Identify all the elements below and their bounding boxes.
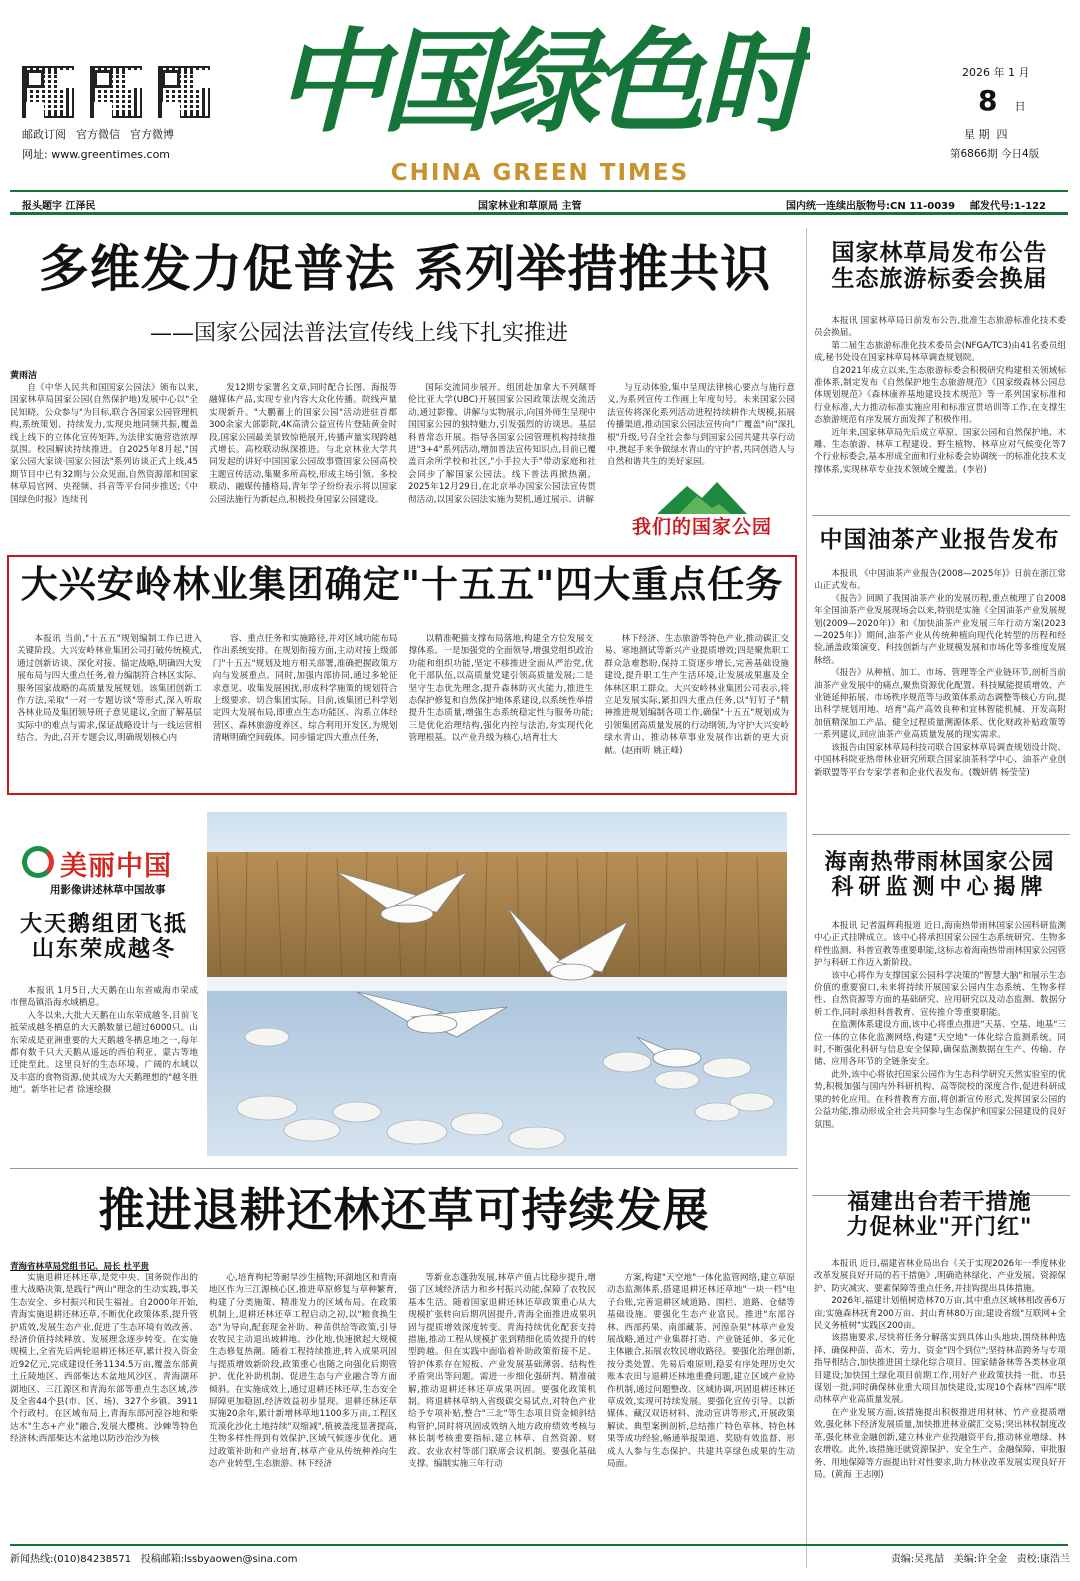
lead-text-1: 自《中华人民共和国国家公园法》颁布以来,国家林草局国家公园(自然保护地)发展中心以"全民知晓、公众参与"为目标,联合各国家公园管理机构,系统策划、持续发力,实现央地同频共振,覆盖线上线下的立体化宣传矩阵,为法律实施营造浓厚氛围。校园解读持续推进。自2025年8月起,"国家公园大家谈·国家公园法"系列访谈正式上线,45期节目中已有32期与公众见面,自然资源部和国家林草局官网、央视频、抖音等平台同步推送;《中国绿色时报》连续刊 bbox=[10, 383, 198, 505]
issue-number: 第6866期 今日4版 bbox=[950, 148, 1040, 160]
hainan-headline-line-2: 科研监测中心揭牌 bbox=[831, 874, 1048, 901]
hainan-headline[interactable] bbox=[812, 850, 1067, 901]
daxinganling-headline[interactable]: 大兴安岭林业集团确定"十五五"四大重点任务 bbox=[20, 563, 784, 606]
national-park-logo-text: 我们的国家公园 bbox=[631, 516, 772, 538]
fujian-body bbox=[814, 1258, 1066, 1530]
lead-text-3: 国际交流同步展开。组团赴加拿大不列颠哥伦比亚大学(UBC)开展国家公园政策法规交流活动,通过影像、讲解与实物展示,向国外师生呈现中国国家公园的独特魅力,引发强烈的访谈思。基层科普常态开展。指导各国家公园管理机构持续推进"3+4"系列活动,增加普法宣传知识点,目前已覆盖百余所学校和社区,"小手拉大手"带动家庭和社会同步了解国家公园法。线下普法再掀热潮。2025年12月29日,在北京举办国家公园法宣传贯彻活动,以国家公园法实施为契机,通过展示、讲解 bbox=[408, 383, 596, 505]
footer-rule bbox=[10, 1544, 1068, 1546]
daxinganling-text-2: 容、重点任务和实施路径,并对区域功能布局作出系统安排。在规划衔接方面,主动对接上级部门"十五五"规划及地方相关部署,准确把握政策方向与发展重点。同时,加强内部协同,通过多轮征求意见、收集发展困扰,形成科学施策的规划符合上级要求、切合集团实际。目前,该集团已科学划定四大发展布局,即重点生态功能区、沟系立体经营区、森林旅游度养区、综合利用开发区,为规划清晰明确空间载体。同步锚定四大重点任务, bbox=[212, 634, 398, 744]
qr-label-subscribe: 邮政订阅 bbox=[22, 128, 66, 141]
website[interactable]: 网址: www.greentimes.com bbox=[22, 148, 171, 161]
hainan-para-4: 此外,该中心将依托国家公园作为生态科学研究天然实验室的优势,积极加强与国内外科研机构、高等院校的深度合作,促进科研成果的转化应用。在科普教育方面,将创新宣传形式,发挥国家公园的公益功能,推动形成全社会共同参与生态保护和国家公园建设的良好氛围。 bbox=[814, 1069, 1066, 1130]
date-day bbox=[978, 84, 1058, 120]
lead-headline[interactable]: 多维发力促普法 系列举措推共识 bbox=[38, 240, 772, 298]
fujian-para-1: 本报讯 近日,福建省林业局出台《关于实现2026年一季度林业改革发展良好开局的若干措施》,明确造林绿化、产业发展、资源保护、防灾减灾、要素保障等重点任务,并挂钩提出具体措施。 bbox=[814, 1259, 1066, 1294]
bottom-col-1 bbox=[10, 1272, 198, 1528]
tourism-para-2: 第二届生态旅游标准化技术委员会(NFGA/TC3)由41名委员组成,秘书处设在国家林草局林草调查规划院。 bbox=[814, 340, 1066, 364]
cn-code: 国内统一连续出版物号:CN 11-0039 bbox=[786, 201, 956, 212]
daxinganling-col-2 bbox=[213, 633, 398, 791]
bottom-col-2 bbox=[209, 1272, 397, 1528]
daxinganling-col-1 bbox=[17, 633, 202, 791]
mountain-logo-icon bbox=[657, 480, 747, 514]
daxinganling-col-3 bbox=[409, 633, 594, 791]
day-number: 8 bbox=[978, 84, 998, 117]
lead-text-4: 与互动体验,集中呈现法律核心要点与施行意义,为系列宣传工作画上年度句号。未来国家公园法宣传将深化系列活动进程持续耕作大规模,拓展传播渠道,推动国家公园法宣传向"广覆盖"向"深扎根"升级,号召全社会参与到国家公园共建共享行动中,携起手来争做绿水青山的守护者,共同创造人与自然和谐共生的美好家园。 bbox=[607, 383, 795, 468]
tourism-headline-line-2: 生态旅游标委会换届 bbox=[831, 265, 1048, 293]
bottom-text-3: 等新业态蓬勃发展,林草产值占比稳步提升,增强了区域经济活力和乡村振兴动能,保障了农牧民基本生活。随着国家退耕还林还草政策重心从大规模扩张转向后期巩固提升,青海全面推进成果巩固与提质增效深度转变。青海持续优化配套支持措施,推动工程从规模扩张到精细化质效提升的转型跨越。但在实践中面临着补助政策衔接不足、管护体系存在短板、产业发展基础薄弱、结构性矛盾突出等问题。需进一步细化强研判、精准破解,推动退耕还林还草成果巩固。要强化政策机制。将退耕林草纳入省级碳交易试点,对特色产业给予专项补贴,整合"三北"等生态项目资金倾斜结构管护,同时将巩固成效纳入地方政府绩效考核与林长制考核重要指标,建立林草、自然资源、财政、农业农村等部门联席会议机制。要强化基础支撑。编制实施三年行动 bbox=[408, 1273, 596, 1470]
sponsor: 国家林业和草原局 主管 bbox=[478, 201, 582, 212]
bottom-col-3 bbox=[408, 1272, 596, 1528]
masthead bbox=[0, 0, 1080, 215]
bottom-col-4 bbox=[607, 1272, 795, 1528]
bottom-text-2: 心,培育枸杞等耐旱沙生植物;环湖地区和青南地区作为三江源核心区,推进草原修复与草种繁育,构建了分类施策、精准发力的区域布局。在政策机制上,退耕还林还草工程启动之初,以"粮食换生态"为导向,配套现金补助、种苗供给等政策,引导农牧民主动退出坡耕地、沙化地,快速掀起大规模生态修复热潮。随着工程持续推进,转入成果巩固与提质增效新阶段,政策重心也随之向强化后期管护、优化补助机制、促进生态与产业融合等方面倾斜。在实施成效上,通过退耕还林还草,生态安全屏障更加稳固,经济效益初步显现。退耕还林还草实施20余年,累计新增林草地1100多万亩,工程区荒漠化沙化土地持续"双缩减",植被盖度显著提高,生物多样性得到有效保护,区域气候逐步优化。通过政策补助和产业培育,林草产业从传统种养向生态产业转型,生态旅游、林下经济 bbox=[209, 1273, 397, 1470]
bottom-text-4: 方案,构建"天空地"一体化监管网络,建立草原动态监测体系,搭建退耕还林还草地"一块一档"电子台账,完善退耕区域道路、围栏、道路、仓储等基础设施。要强化生态产业富民。推进"东部谷林、西部药果、南部藏茶、河湟杂果"林草产业发展战略,通过产业集群打造、产业链延伸、多元化主体融合,拓展农牧民增收路径。要强化治理创新,按分类处置、先易后难原则,稳妥有序处理历史欠账本农田与退耕还林地重叠问题,建立区域产业协作机制,通过问题整改、区域协调,巩固退耕还林还草成效,实现可持续发展。要强化宣传引导。以新媒体、藏汉双语材料、流动宣讲等形式,开展政策解读、典型案例剖析,总结推广特色草林、特色林果等成功经验,畅通举报渠道、奖励有效监督、形成人人参与生态保护、共建共享绿色成果的生动局面。 bbox=[607, 1273, 795, 1470]
qr-code-weibo[interactable] bbox=[158, 66, 210, 118]
newspaper-title: 中国绿色时 bbox=[275, 17, 805, 148]
daxinganling-text-1: 本报讯 当前,"十五五"规划编制工作已进入关键阶段。大兴安岭林业集团公司打破传统模式,通过创新访谈、深化对接、锚定战略,明确四大发展布局与四大重点任务,着力编制符合林区实际、服务国家战略的高质量发展规划。该集团创新工作方法,采取"一对一专题访谈"等形式,深入听取各林业局及集团领导班子意见建议,全面了解基层实际中的难点与需求,保证战略设计与一线运营相结合。为此,召开专题会议,明确规划核心内 bbox=[17, 634, 202, 744]
lead-text-2: 发12期专家署名文章,同时配合长图、海报等融媒体产品,实现专业内容大众化传播。院线声量实现新升。"大鹏蓄上的国家公园"活动进驻首都300余家大部影院,4K高清公益宣传片登陆黄金时段,国家公园最美景致惊艳展开,传播声量实现跨越式增长。高校联动纵深推进。与北京林业大学共同发起的讲好中国国家公园故事暨国家公园高校主题宣传活动,集聚多所高校,形成主场引领、多校联动、融媒传播格局,青年学子纷纷表示将以国家公园法施行为新起点,积极投身国家公园建设。 bbox=[209, 383, 397, 505]
qr-label-weibo: 官方微博 bbox=[130, 128, 174, 141]
swan-headline-line-2: 山东荣成越冬 bbox=[31, 936, 176, 963]
beautiful-china-tagline: 用影像讲述林草中国故事 bbox=[50, 884, 166, 896]
oil-tea-para-2: 《报告》回顾了我国油茶产业的发展历程,重点梳理了自2008年全国油茶产业发展现场会以来,特别是实施《全国油茶产业发展规划(2009—2020年)》和《加快油茶产业发展三年行动方案(2023—2025年)》期间,油茶产业从传统种植向现代化转型的历程和经验,涵盖政策演变、科技创新与产业规模发展和市场化等多维度发展脉络。 bbox=[814, 593, 1066, 666]
fujian-headline-line-1: 福建出台若干措施 bbox=[847, 1190, 1032, 1215]
weekday: 星 期 四 bbox=[964, 128, 1008, 141]
bottom-byline: 青海省林草局党组书记、局长 杜平贵 bbox=[10, 1262, 149, 1272]
beautiful-china-emblem-icon bbox=[22, 846, 54, 878]
tourism-headline-line-1: 国家林草局发布公告 bbox=[831, 240, 1048, 266]
tourism-para-3: 自2021年成立以来,生态旅游标委会积极研究构建相关领域标准体系,制定发布《自然保护地生态旅游规范》《国家级森林公园总体规划规范》《森林康养基地建设技术规范》等一系列国家标准和行业标准,大力推动标准实施应用和标准宣贯培训等工作,在支撑生态旅游规范有序发展方面发挥了积极作用。 bbox=[814, 365, 1066, 426]
hainan-para-2: 该中心将作为支撑国家公园科学决策的"智慧大脑"和展示生态价值的重要窗口,未来将持续开展国家公园内生态系统、生物多样性、自然资源等方面的基础研究、应用研究以及动态监测、数据分析工作,同时承担科普教育、宣传推介等重要职能。 bbox=[814, 970, 1066, 1018]
daxinganling-body bbox=[17, 633, 789, 791]
qr-code-wechat[interactable] bbox=[90, 66, 142, 118]
swan-headline-line-1: 大天鹅组团飞抵 bbox=[19, 912, 188, 937]
fujian-para-2: 2026年,福建计划植树造林70万亩,其中重点区域林相改善6万亩;实施森林抚育200万亩、封山育林80万亩;建设省级"互联网+全民义务植树"实践区200亩。 bbox=[814, 1296, 1066, 1332]
qr-label-wechat: 官方微信 bbox=[76, 128, 120, 141]
footer-contact[interactable]: 新闻热线:(010)84238571 投稿邮箱:lssbyaowen@sina.com bbox=[10, 1554, 298, 1565]
hainan-headline-line-1: 海南热带雨林国家公园 bbox=[824, 850, 1055, 875]
lead-col-1 bbox=[10, 382, 198, 544]
tourism-para-1: 本报讯 国家林草局日前发布公告,批准生态旅游标准化技术委员会换届。 bbox=[814, 316, 1066, 339]
newspaper-title-en: CHINA GREEN TIMES bbox=[390, 160, 690, 186]
masthead-bottom-rule bbox=[10, 212, 1068, 215]
swan-photo-illustration bbox=[207, 812, 787, 1156]
hainan-para-3: 在监测体系建设方面,该中心将重点推进"天基、空基、地基"三位一体的立体化监测网络,构建"天空地"一体化综合监测系统。同时,不断强化科研与信息安全保障,确保监测数据在生产、传输、存储、应用各环节的全链条安全。 bbox=[814, 1020, 1066, 1068]
daxinganling-box bbox=[7, 555, 797, 795]
divider-tourism-oil bbox=[812, 515, 1070, 516]
swan-headline[interactable] bbox=[8, 912, 200, 963]
daxinganling-col-4 bbox=[604, 633, 789, 791]
oil-tea-para-3: 《报告》从种植、加工、市场、管理等全产业链环节,剖析当前油茶产业发展中的痛点,聚焦资源优化配置、科技赋能提质增效、产业链延伸拓展、市场秩序规范等与政策体系动态调整等核心方向,提出科学规划用地、培育"高产高效良种和宜林智能机械、开发高附加值精深加工产品、健全过程质量溯源体系、优化财政补贴政策等一系列建议,回应油茶产业高质量发展的现实需求。 bbox=[814, 668, 1066, 741]
fujian-para-4: 在产业发展方面,该措施提出积极推进用材林、竹产业提质增效,强化林下经济发展质量,加快推进林业碳汇交易;突出林权制度改革,强化林业金融创新,建立林业产业投融资平台,推动林业增绿、林农增收。此外,该措施还就资源保护、安全生产、金融保障、审批服务、用地保障等方面提出针对性要求,助力林业改革发展实现良好开局。(黄海 王志刚) bbox=[814, 1407, 1066, 1480]
oil-tea-headline[interactable]: 中国油茶产业报告发布 bbox=[819, 527, 1060, 553]
divider-oil-hainan bbox=[812, 834, 1070, 835]
bottom-text-1: 实施退耕还林还草,是党中央、国务院作出的重大战略决策,是践行"两山"理念的生动实践,事关生态安全、乡村振兴和民生福祉。自2000年开始,青海实施退耕还林还草,不断优化政策体系,提升管护质效,发展生态产业,促进了生态环境有效改善、经济价值持续释放、发展理念逐步转变。在实施规模上,全省先后两轮退耕还林还草,累计投入资金近92亿元,完成建设任务1134.5万亩,覆盖东部黄土丘陵地区、西部柴达木盆地风沙区、青海湖环湖地区、三江源区和青海东部等重点生态区域,涉及全省44个县(市、区、场)、327个乡镇、3911个行政村。在区域布局上,青海东部河湟谷地和柴达木"生态+产业"融合,发展大樱桃、沙棘等特色经济林;西部柴达木盆地以防沙治沙为核 bbox=[10, 1273, 198, 1445]
date-line: 2026 年 1 月 bbox=[962, 66, 1030, 79]
footer-editors: 责编:吴兆喆 美编:许全金 责校:康浩兰 bbox=[890, 1554, 1070, 1565]
qr-labels bbox=[22, 126, 222, 142]
lead-col-3 bbox=[408, 382, 596, 544]
hainan-para-1: 本报讯 记者温辉莉报道 近日,海南热带雨林国家公园科研监测中心正式挂牌成立。该中心将承担国家公园生态系统研究、生物多样性监测、科普宣教等重要职能,这标志着海南热带雨林国家公园管护与科研工作迈入新阶段。 bbox=[814, 921, 1066, 969]
lead-subtitle: ——国家公园法普法宣传线上线下扎实推进 bbox=[150, 321, 569, 346]
beautiful-china-logo bbox=[10, 842, 195, 902]
inscription: 报头题字 江泽民 bbox=[22, 201, 96, 212]
swan-para-1: 本报讯 1月5日,大天鹅在山东省威海市荣成市俚岛镇沿海水域栖息。 bbox=[10, 986, 198, 1009]
daxinganling-text-4: 林下经济、生态旅游等特色产业,推动碳汇交易、寒地测试等新兴产业提质增效;四是聚焦职工群众急难愁盼,保持工资逐步增长,完善基础设施建设,提升职工生产生活环境,让发展成果惠及全体林区职工群众。大兴安岭林业集团公司表示,将立足发展实际,紧扣四大重点任务,以"钉钉子"精神推进规划编制各项工作,确保"十五五"规划成为引领集团高质量发展的行动纲领,为守护大兴安岭绿水青山、推动林草事业发展作出新的更大贡献。(赵雨昕 姚正峰) bbox=[604, 634, 789, 756]
hainan-body bbox=[814, 920, 1066, 1185]
tourism-body bbox=[814, 315, 1066, 500]
divider-photo-bottom bbox=[10, 1168, 798, 1169]
swan-body bbox=[10, 985, 198, 1135]
fujian-headline[interactable] bbox=[812, 1190, 1067, 1241]
lead-col-2 bbox=[209, 382, 397, 544]
right-column-rule bbox=[806, 228, 807, 1568]
lead-body bbox=[10, 382, 795, 544]
bottom-body bbox=[10, 1272, 795, 1528]
post-code: 邮发代号:1-122 bbox=[970, 201, 1046, 212]
fujian-headline-line-2: 力促林业"开门红" bbox=[846, 1214, 1033, 1241]
masthead-top-rule bbox=[10, 190, 1068, 192]
tourism-headline[interactable] bbox=[812, 240, 1067, 293]
beautiful-china-logo-text: 美丽中国 bbox=[60, 851, 172, 882]
bottom-headline[interactable]: 推进退耕还林还草可持续发展 bbox=[98, 1184, 710, 1237]
day-unit: 日 bbox=[1014, 100, 1026, 113]
tourism-para-4: 近年来,国家林草局先后成立草原、国家公园和自然保护地、木雕、生态旅游、林草工程建设、野生植物、林草应对气候变化等7个行业标委会,基本形成全面和行业标委会协调统一的标准化技术支撑体系,实现林草专业技术领域全覆盖。(李岩) bbox=[814, 427, 1066, 475]
oil-tea-body bbox=[814, 568, 1066, 823]
fujian-para-3: 该措施要求,尽快将任务分解落实到具体山头地块,围绕林种选择、确保种苗、苗木、劳力、资金"四个到位";坚持林苗跨务与专项指导相结合,加快推进国土绿化综合项目、国家储备林等各类林业项目建设;加快国土绿化项目前期工作,用好产业政策扶持一批、市县谋划一批,同时确保林业重大项目加快建设,实现10个森林"四库"联动林草产业高质量发展。 bbox=[814, 1333, 1066, 1406]
lead-col-4 bbox=[607, 382, 795, 544]
oil-tea-para-1: 本报讯 《中国油茶产业报告(2008—2025年)》日前在浙江常山正式发布。 bbox=[814, 569, 1066, 592]
lead-byline: 黄雨洁 bbox=[10, 371, 38, 381]
qr-code-subscribe[interactable] bbox=[22, 66, 74, 118]
daxinganling-text-3: 以精准靶描支撑布局落地,构建全方位发展支撑体系。一是加强党的全面领导,增强党组织政治功能和组织功能,坚定不移推进全面从严治党,优化干部队伍,以高质量党建引领高质量发展;二是坚守生态优先理念,提升森林防灭火能力,推进生态保护修复和自然保护地体系建设,以系统性举措提升生态质量,增强生态系统稳定性与服务功能;三是优化治理结构,强化内控与法治,夯实现代化管理根基。以产业升级为核心,培育壮大 bbox=[408, 634, 594, 744]
oil-tea-para-4: 该报告由国家林草局科技司联合国家林草局调查规划设计院、中国林科院亚热带林业研究所联合国家油茶科学中心、油茶产业创新联盟等平台专家学者和企业代表发布。(魏妍倩 杨莹莹) bbox=[814, 742, 1066, 778]
swan-para-2: 入冬以来,大批大天鹅在山东荣成越冬,目前飞抵荣成越冬栖息的大天鹅数量已超过6000只。山东荣成是亚洲重要的大天鹅越冬栖息地之一,每年都有数千只大天鹅从遥远的西伯利亚、蒙古等地迁徙至此。这里良好的生态环境、广阔的水域以及丰富的食物资源,使其成为大天鹅理想的"越冬胜地"。新华社记者 徐速绘摄 bbox=[10, 1010, 198, 1096]
swan-photo[interactable] bbox=[207, 812, 787, 1156]
